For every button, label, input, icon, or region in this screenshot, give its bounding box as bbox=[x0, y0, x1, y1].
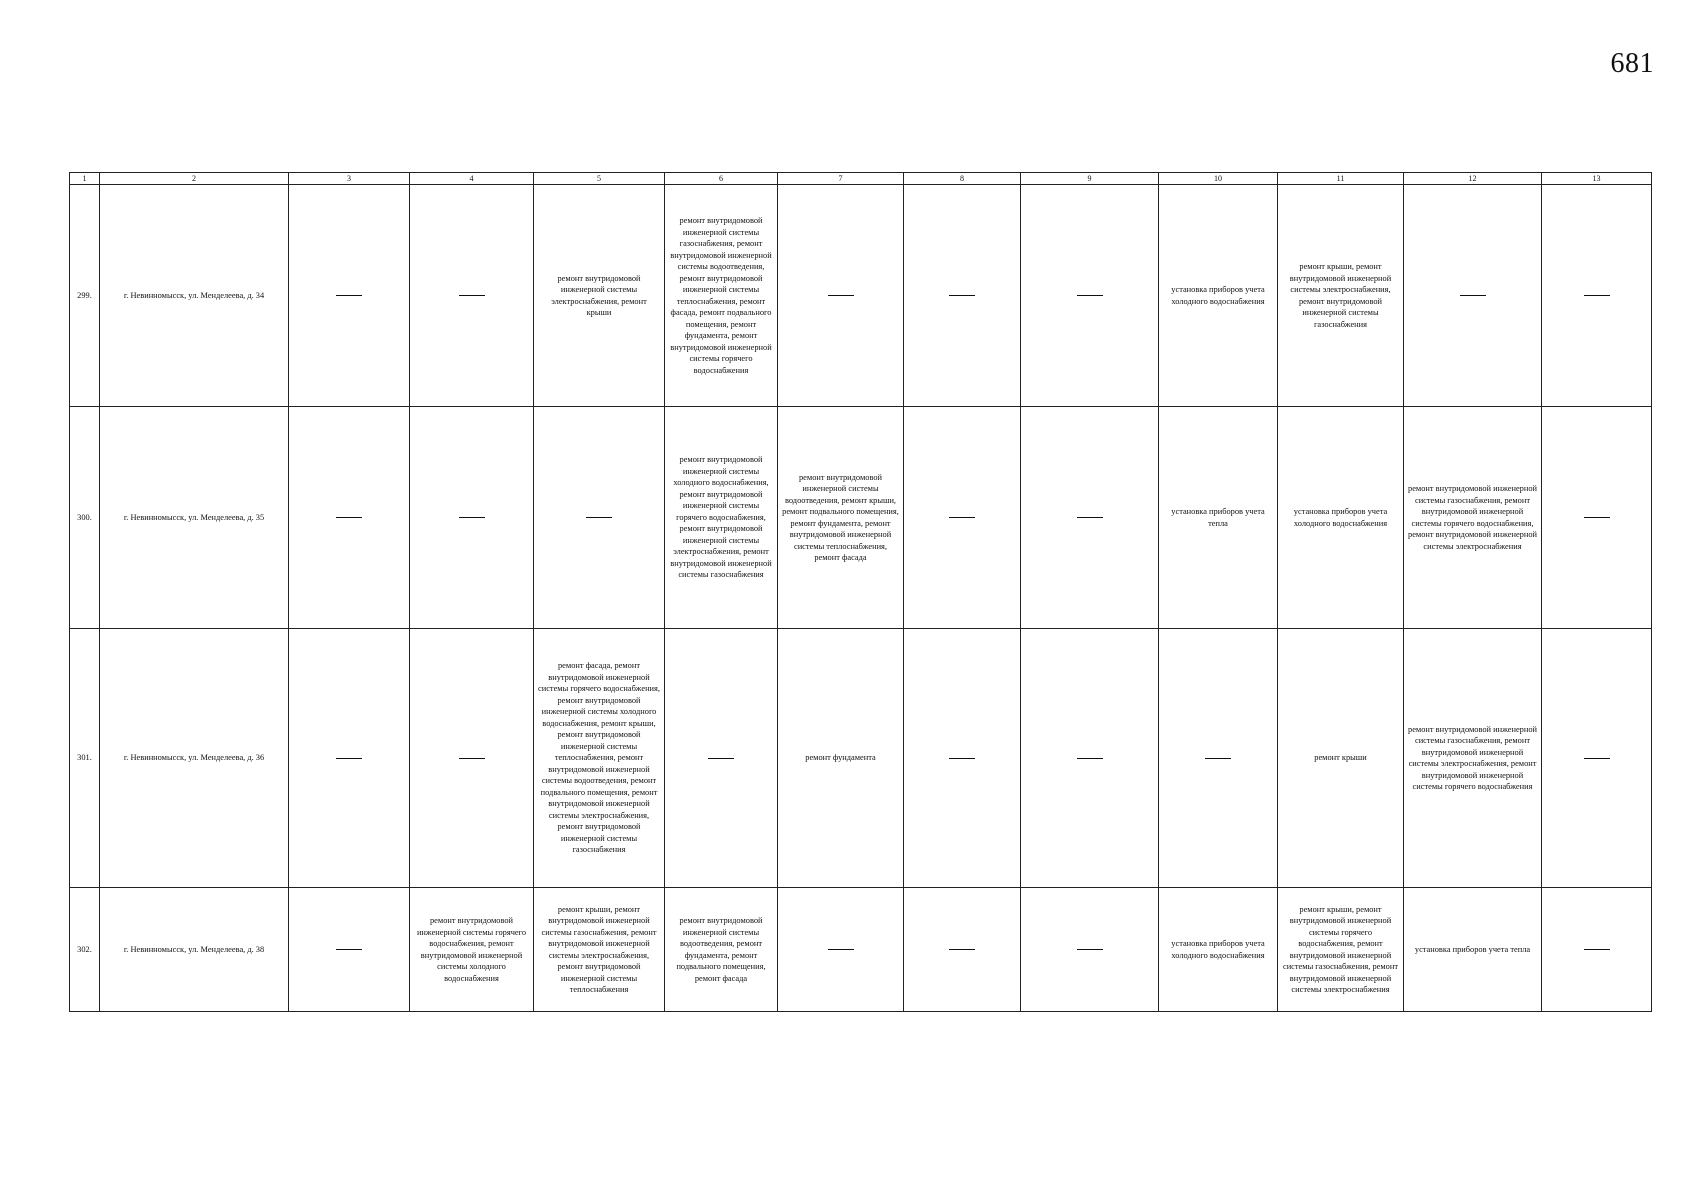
empty-dash bbox=[828, 295, 854, 296]
address-cell: г. Невинномысск, ул. Менделеева, д. 34 bbox=[100, 185, 289, 407]
table-row bbox=[70, 629, 1652, 888]
cell-col7: ремонт внутридомовой инженерной системы водоотведения, ремонт крыши, ремонт подвального помещения, ремонт фундамента, ремонт внутридомовой инженерной системы теплоснабжения, ремонт фасада bbox=[778, 407, 904, 629]
empty-dash bbox=[1077, 517, 1103, 518]
table-row bbox=[70, 407, 1652, 629]
empty-dash bbox=[459, 295, 485, 296]
cell-col8 bbox=[904, 888, 1021, 1012]
cell-col8 bbox=[904, 407, 1021, 629]
column-header: 2 bbox=[100, 173, 289, 185]
cell-col6 bbox=[665, 629, 778, 888]
table-row bbox=[70, 888, 1652, 1012]
table-row bbox=[70, 185, 1652, 407]
cell-col5: ремонт крыши, ремонт внутридомовой инженерной системы газоснабжения, ремонт внутридомовой инженерной системы электроснабжения, ремонт внутридомовой инженерной системы теплоснабжения bbox=[534, 888, 665, 1012]
cell-col10: установка приборов учета тепла bbox=[1159, 407, 1278, 629]
column-header: 12 bbox=[1404, 173, 1542, 185]
row-number: 302. bbox=[70, 888, 100, 1012]
cell-col7 bbox=[778, 888, 904, 1012]
cell-col4 bbox=[410, 629, 534, 888]
column-header: 11 bbox=[1278, 173, 1404, 185]
empty-dash bbox=[949, 295, 975, 296]
empty-dash bbox=[459, 517, 485, 518]
cell-col12 bbox=[1404, 185, 1542, 407]
column-header: 4 bbox=[410, 173, 534, 185]
empty-dash bbox=[336, 949, 362, 950]
empty-dash bbox=[1584, 949, 1610, 950]
empty-dash bbox=[459, 758, 485, 759]
empty-dash bbox=[336, 295, 362, 296]
cell-col12: ремонт внутридомовой инженерной системы газоснабжения, ремонт внутридомовой инженерной системы горячего водоснабжения, ремонт внутридомовой инженерной системы электроснабжения bbox=[1404, 407, 1542, 629]
cell-col11: ремонт крыши, ремонт внутридомовой инженерной системы электроснабжения, ремонт внутридомовой инженерной системы газоснабжения bbox=[1278, 185, 1404, 407]
column-header: 9 bbox=[1021, 173, 1159, 185]
cell-col5: ремонт внутридомовой инженерной системы электроснабжения, ремонт крыши bbox=[534, 185, 665, 407]
cell-col8 bbox=[904, 629, 1021, 888]
cell-col13 bbox=[1542, 407, 1652, 629]
cell-col6: ремонт внутридомовой инженерной системы водоотведения, ремонт фундамента, ремонт подвального помещения, ремонт фасада bbox=[665, 888, 778, 1012]
empty-dash bbox=[336, 758, 362, 759]
cell-col7: ремонт фундамента bbox=[778, 629, 904, 888]
address-cell: г. Невинномысск, ул. Менделеева, д. 38 bbox=[100, 888, 289, 1012]
cell-col13 bbox=[1542, 185, 1652, 407]
cell-col11: ремонт крыши bbox=[1278, 629, 1404, 888]
empty-dash bbox=[1584, 758, 1610, 759]
cell-col3 bbox=[289, 185, 410, 407]
empty-dash bbox=[1205, 758, 1231, 759]
cell-col7 bbox=[778, 185, 904, 407]
cell-col5 bbox=[534, 407, 665, 629]
repair-schedule-table bbox=[69, 172, 1652, 1012]
cell-col11: установка приборов учета холодного водоснабжения bbox=[1278, 407, 1404, 629]
page-number: 681 bbox=[1610, 48, 1654, 79]
column-header: 8 bbox=[904, 173, 1021, 185]
cell-col10: установка приборов учета холодного водоснабжения bbox=[1159, 185, 1278, 407]
empty-dash bbox=[1584, 517, 1610, 518]
cell-col12: установка приборов учета тепла bbox=[1404, 888, 1542, 1012]
row-number: 300. bbox=[70, 407, 100, 629]
empty-dash bbox=[1460, 295, 1486, 296]
empty-dash bbox=[949, 949, 975, 950]
address-cell: г. Невинномысск, ул. Менделеева, д. 36 bbox=[100, 629, 289, 888]
column-header: 13 bbox=[1542, 173, 1652, 185]
address-cell: г. Невинномысск, ул. Менделеева, д. 35 bbox=[100, 407, 289, 629]
row-number: 299. bbox=[70, 185, 100, 407]
cell-col13 bbox=[1542, 629, 1652, 888]
cell-col6: ремонт внутридомовой инженерной системы холодного водоснабжения, ремонт внутридомовой инженерной системы горячего водоснабжения, ремонт внутридомовой инженерной системы электроснабжения, ремонт внутридомовой инженерной системы газоснабжения bbox=[665, 407, 778, 629]
cell-col4: ремонт внутридомовой инженерной системы горячего водоснабжения, ремонт внутридомовой инженерной системы холодного водоснабжения bbox=[410, 888, 534, 1012]
cell-col8 bbox=[904, 185, 1021, 407]
empty-dash bbox=[708, 758, 734, 759]
column-header: 6 bbox=[665, 173, 778, 185]
column-header: 7 bbox=[778, 173, 904, 185]
cell-col9 bbox=[1021, 888, 1159, 1012]
cell-col9 bbox=[1021, 185, 1159, 407]
cell-col9 bbox=[1021, 629, 1159, 888]
cell-col13 bbox=[1542, 888, 1652, 1012]
cell-col6: ремонт внутридомовой инженерной системы газоснабжения, ремонт внутридомовой инженерной системы водоотведения, ремонт внутридомовой инженерной системы теплоснабжения, ремонт фасада, ремонт подвального помещения, ремонт фундамента, ремонт внутридомовой инженерной системы горячего водоснабжения bbox=[665, 185, 778, 407]
cell-col10: установка приборов учета холодного водоснабжения bbox=[1159, 888, 1278, 1012]
empty-dash bbox=[828, 949, 854, 950]
cell-col11: ремонт крыши, ремонт внутридомовой инженерной системы горячего водоснабжения, ремонт внутридомовой инженерной системы газоснабжения, ремонт внутридомовой инженерной системы электроснабжения bbox=[1278, 888, 1404, 1012]
empty-dash bbox=[586, 517, 612, 518]
empty-dash bbox=[1077, 949, 1103, 950]
cell-col3 bbox=[289, 407, 410, 629]
column-header: 1 bbox=[70, 173, 100, 185]
cell-col3 bbox=[289, 629, 410, 888]
cell-col4 bbox=[410, 185, 534, 407]
column-header: 3 bbox=[289, 173, 410, 185]
cell-col10 bbox=[1159, 629, 1278, 888]
empty-dash bbox=[949, 517, 975, 518]
empty-dash bbox=[949, 758, 975, 759]
empty-dash bbox=[1077, 758, 1103, 759]
empty-dash bbox=[336, 517, 362, 518]
cell-col3 bbox=[289, 888, 410, 1012]
cell-col12: ремонт внутридомовой инженерной системы газоснабжения, ремонт внутридомовой инженерной системы электроснабжения, ремонт внутридомовой инженерной системы горячего водоснабжения bbox=[1404, 629, 1542, 888]
cell-col5: ремонт фасада, ремонт внутридомовой инженерной системы горячего водоснабжения, ремонт внутридомовой инженерной системы холодного водоснабжения, ремонт крыши, ремонт внутридомовой инженерной системы теплоснабжения, ремонт внутридомовой инженерной системы водоотведения, ремонт подвального помещения, ремонт внутридомовой инженерной системы электроснабжения, ремонт внутридомовой инженерной системы газоснабжения bbox=[534, 629, 665, 888]
row-number: 301. bbox=[70, 629, 100, 888]
column-header: 10 bbox=[1159, 173, 1278, 185]
column-number-row bbox=[70, 173, 1652, 185]
cell-col4 bbox=[410, 407, 534, 629]
empty-dash bbox=[1077, 295, 1103, 296]
cell-col9 bbox=[1021, 407, 1159, 629]
empty-dash bbox=[1584, 295, 1610, 296]
column-header: 5 bbox=[534, 173, 665, 185]
